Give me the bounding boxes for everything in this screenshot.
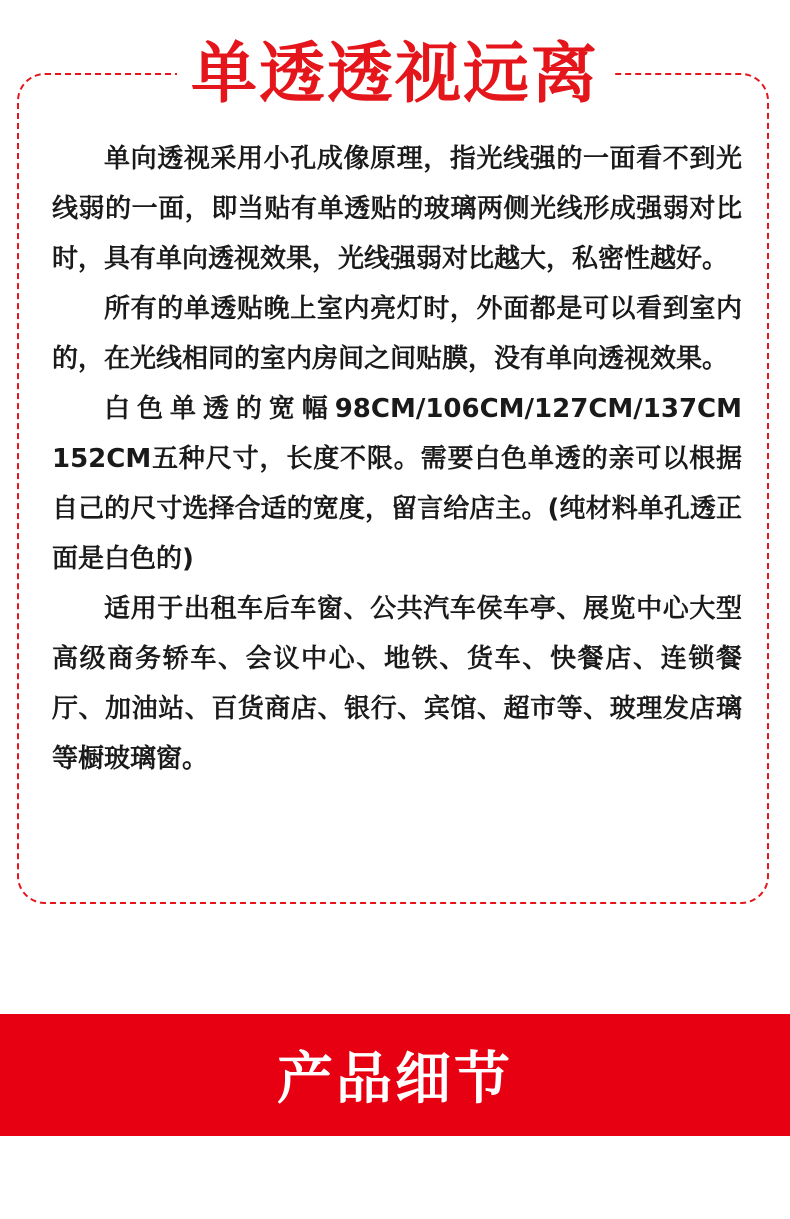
product-details-banner — [0, 1014, 790, 1136]
paragraph-night-note: 所有的单透贴晚上室内亮灯时，外面都是可以看到室内的，在光线相同的室内房间之间贴膜，没有单向透视效果。 — [52, 294, 742, 374]
paragraph-applications: 适用于出租车后车窗、公共汽车侯车亭、展览中心大型高级商务轿车、会议中心、地铁、货车、快餐店、连锁餐厅、加油站、百货商店、银行、宾馆、超市等、玻理发店璃等橱玻璃窗。 — [52, 594, 742, 774]
info-title: 单透透视远离 — [177, 34, 613, 114]
banner-title: 产品细节 — [277, 1047, 513, 1112]
paragraph-principle: 单向透视采用小孔成像原理，指光线强的一面看不到光线弱的一面，即当贴有单透贴的玻璃两侧光线形成强弱对比时，具有单向透视效果，光线强弱对比越大，私密性越好。 — [52, 144, 742, 274]
info-body — [52, 134, 742, 784]
paragraph-sizes: 白色单透的宽幅98CM/106CM/127CM/137CM 152CM五种尺寸，长度不限。需要白色单透的亲可以根据自己的尺寸选择合适的宽度，留言给店主。(纯材料单孔透正面是白色的) — [52, 394, 742, 574]
